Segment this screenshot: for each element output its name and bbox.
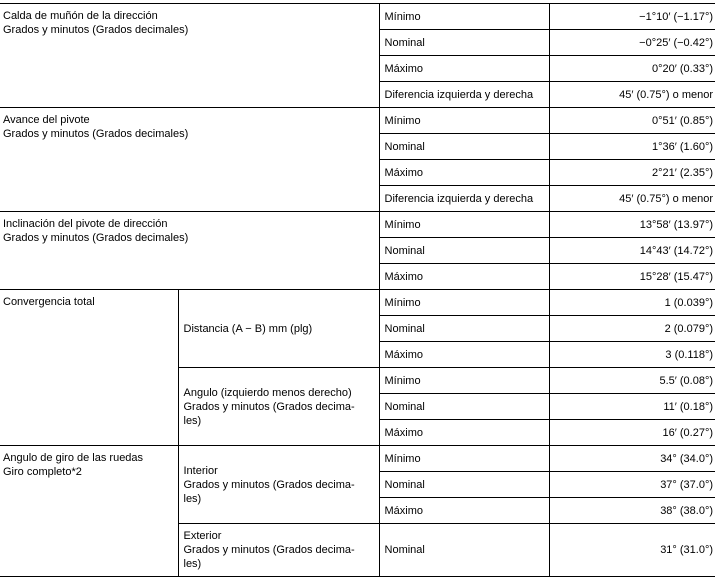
spec-value: 3 (0.118°) — [549, 342, 715, 368]
spec-label: Diferencia izquierda y derecha — [379, 82, 549, 108]
spec-label: Máximo — [379, 420, 549, 446]
param-cell — [0, 446, 178, 577]
param-title: Inclinación del pivote de dirección — [3, 218, 168, 230]
param-unit: Grados y minutos (Grados decimales) — [3, 128, 189, 140]
param-unit: Grados y minutos (Grados decimales) — [3, 232, 189, 244]
sub-param-unit-cont: les) — [183, 492, 202, 505]
spec-label: Nominal — [379, 472, 549, 498]
spec-value: 2°21′ (2.35°) — [549, 160, 715, 186]
param-cell — [0, 108, 379, 212]
spec-label: Nominal — [379, 30, 549, 56]
table-row — [0, 4, 715, 30]
spec-value: 34° (34.0°) — [549, 446, 715, 472]
spec-value: 14°43′ (14.72°) — [549, 238, 715, 264]
spec-value: 1°36′ (1.60°) — [549, 134, 715, 160]
spec-label: Máximo — [379, 342, 549, 368]
sub-param-unit-cont: les) — [183, 414, 202, 427]
spec-label: Mínimo — [379, 446, 549, 472]
table-row — [0, 290, 715, 316]
alignment-spec-sheet — [0, 3, 715, 570]
spec-value: 13°58′ (13.97°) — [549, 212, 715, 238]
spec-value: 16′ (0.27°) — [549, 420, 715, 446]
sub-param-cell — [178, 446, 379, 524]
spec-label: Máximo — [379, 56, 549, 82]
spec-label: Máximo — [379, 160, 549, 186]
param-unit: Giro completo*2 — [3, 466, 82, 478]
spec-label: Diferencia izquierda y derecha — [379, 186, 549, 212]
spec-label: Nominal — [379, 524, 549, 577]
param-title: Calda de muñón de la dirección — [3, 10, 158, 22]
spec-value: 2 (0.079°) — [549, 316, 715, 342]
spec-value: 15°28′ (15.47°) — [549, 264, 715, 290]
param-title: Convergencia total — [3, 296, 95, 308]
spec-label: Nominal — [379, 134, 549, 160]
param-cell — [0, 212, 379, 290]
param-unit: Grados y minutos (Grados decimales) — [3, 24, 189, 36]
spec-label: Mínimo — [379, 4, 549, 30]
sub-param-title: Angulo (izquierdo menos derecho) — [183, 386, 352, 399]
spec-label: Nominal — [379, 238, 549, 264]
spec-value: 5.5′ (0.08°) — [549, 368, 715, 394]
sub-param-unit: Grados y minutos (Grados decima- — [183, 544, 355, 556]
spec-label: Máximo — [379, 498, 549, 524]
spec-value: 0°20′ (0.33°) — [549, 56, 715, 82]
spec-label: Mínimo — [379, 212, 549, 238]
param-cell — [0, 290, 178, 446]
spec-value: 1 (0.039°) — [549, 290, 715, 316]
spec-label: Mínimo — [379, 368, 549, 394]
param-cell — [0, 4, 379, 108]
spec-label: Nominal — [379, 316, 549, 342]
param-title: Angulo de giro de las ruedas — [3, 452, 144, 464]
spec-label: Nominal — [379, 394, 549, 420]
alignment-spec-table — [0, 4, 715, 577]
spec-label: Mínimo — [379, 108, 549, 134]
spec-value: 45′ (0.75°) o menor — [549, 82, 715, 108]
sub-param-title: Interior — [183, 464, 218, 477]
spec-value: 38° (38.0°) — [549, 498, 715, 524]
spec-value: −0°25′ (−0.42°) — [549, 30, 715, 56]
sub-param-unit: Grados y minutos (Grados decima- — [183, 478, 355, 491]
spec-value: 31° (31.0°) — [549, 524, 715, 577]
param-title: Avance del pivote — [3, 114, 90, 126]
spec-label: Máximo — [379, 264, 549, 290]
table-row — [0, 212, 715, 238]
spec-value: 0°51′ (0.85°) — [549, 108, 715, 134]
spec-value: 37° (37.0°) — [549, 472, 715, 498]
sub-param-cell — [178, 368, 379, 446]
table-row — [0, 446, 715, 472]
spec-value: −1°10′ (−1.17°) — [549, 4, 715, 30]
sub-param-title: Exterior — [183, 530, 222, 542]
spec-label: Mínimo — [379, 290, 549, 316]
sub-param-unit-cont: les) — [183, 558, 202, 570]
spec-value: 45′ (0.75°) o menor — [549, 186, 715, 212]
sub-param-cell — [178, 290, 379, 368]
sub-param-title: Distancia (A − B) mm (plg) — [183, 322, 313, 335]
table-row — [0, 108, 715, 134]
sub-param-unit: Grados y minutos (Grados decima- — [183, 400, 355, 413]
spec-value: 11′ (0.18°) — [549, 394, 715, 420]
